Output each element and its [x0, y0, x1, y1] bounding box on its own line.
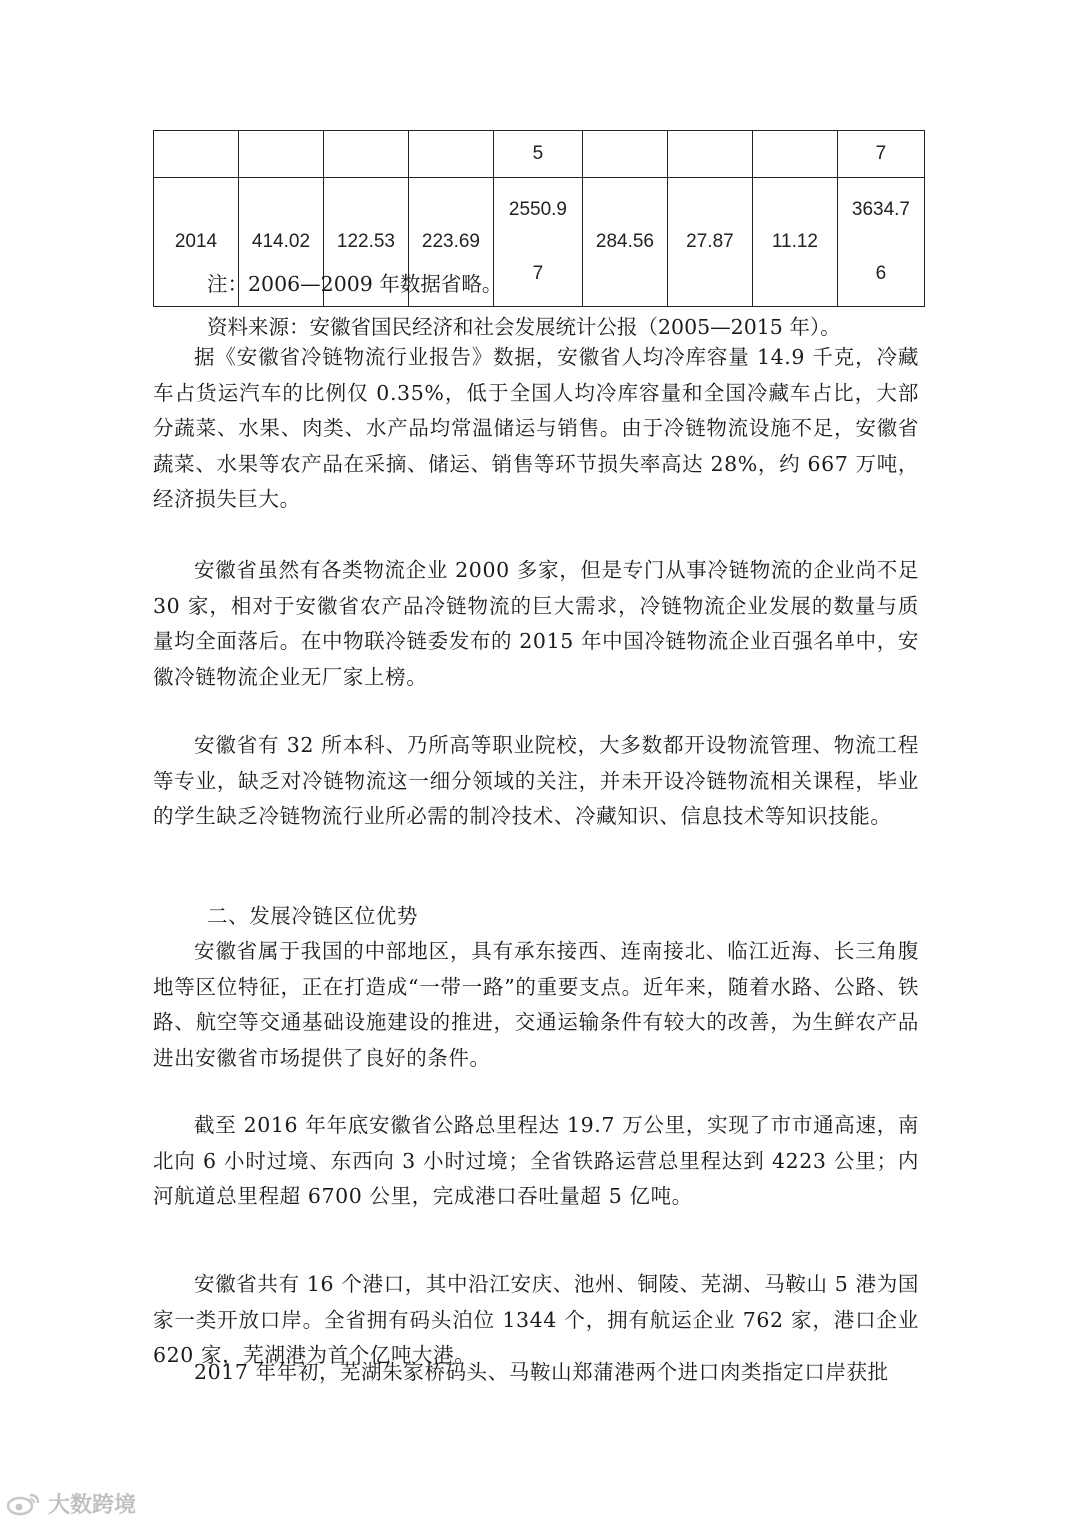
weibo-logo-icon: [6, 1491, 42, 1517]
paragraph: 安徽省虽然有各类物流企业 2000 多家，但是专门从事冷链物流的企业尚不足 30 家，相对于安徽省农产品冷链物流的巨大需求，冷链物流企业发展的数量与质量均全面落后。在中物联冷链委发布的 2015 年中国冷链物流企业百强名单中，安徽冷链物流企业无厂家上榜。: [153, 558, 919, 689]
table-cell: [323, 131, 408, 178]
table-cell: 414.02: [238, 178, 323, 307]
table-cell: 7: [837, 131, 924, 178]
table-cell: 27.87: [667, 178, 752, 307]
table-cell: [837, 178, 924, 307]
table-cell: 11.12: [752, 178, 837, 307]
table-cell: 122.53: [323, 178, 408, 307]
watermark-text: 大数跨境: [48, 1493, 137, 1518]
paragraph: 安徽省共有 16 个港口，其中沿江安庆、池州、铜陵、芜湖、马鞍山 5 港为国家一类开放口岸。全省拥有码头泊位 1344 个，拥有航运企业 762 家，港口企业 620 家，芜湖港为首个亿吨大港。: [153, 1272, 919, 1367]
paragraph: 安徽省属于我国的中部地区，具有承东接西、连南接北、临江近海、长三角腹地等区位特征，正在打造成“一带一路”的重要支点。近年来，随着水路、公路、铁路、航空等交通基础设施建设的推进，交通运输条件有较大的改善，为生鲜农产品进出安徽省市场提供了良好的条件。: [153, 939, 919, 1070]
table-cell: [582, 131, 667, 178]
section-heading: 二、发展冷链区位优势: [207, 904, 418, 928]
table-row: [154, 131, 925, 178]
paragraph: 安徽省有 32 所本科、乃所高等职业院校，大多数都开设物流管理、物流工程等专业，缺乏对冷链物流这一细分领域的关注，并未开设冷链物流相关课程，毕业的学生缺乏冷链物流行业所必需的制冷技术、冷藏知识、信息技术等知识技能。: [153, 733, 919, 828]
table-cell: [752, 131, 837, 178]
table-note: 注：2006—2009 年数据省略。: [207, 272, 503, 296]
table-cell: 223.69: [408, 178, 493, 307]
table-cell: [667, 131, 752, 178]
cell-text: 2550.9 7: [508, 199, 568, 284]
paragraph: 据《安徽省冷链物流行业报告》数据，安徽省人均冷库容量 14.9 千克，冷藏车占货运汽车的比例仅 0.35%，低于全国人均冷库容量和全国冷藏车占比，大部分蔬菜、水果、肉类、水产品均常温储运与销售。由于冷链物流设施不足，安徽省蔬菜、水果等农产品在采摘、储运、销售等环节损失率高达 28%，约 667 万吨，经济损失巨大。: [153, 345, 919, 511]
paragraph: 2017 年年初，芜湖朱家桥码头、马鞍山郑蒲港两个进口肉类指定口岸获批: [194, 1360, 889, 1384]
table-cell: [408, 131, 493, 178]
table-cell: [493, 178, 582, 307]
table-cell: [238, 131, 323, 178]
table-source: 资料来源：安徽省国民经济和社会发展统计公报（2005—2015 年）。: [207, 315, 841, 339]
table-cell: [154, 131, 239, 178]
table-cell: 5: [493, 131, 582, 178]
cell-text: 3634.7 6: [851, 199, 911, 284]
table-cell: 284.56: [582, 178, 667, 307]
table-cell-year: 2014: [154, 178, 239, 307]
paragraph: 截至 2016 年年底安徽省公路总里程达 19.7 万公里，实现了市市通高速，南北向 6 小时过境、东西向 3 小时过境；全省铁路运营总里程达到 4223 公里；内河航道总里程超 6700 公里，完成港口吞吐量超 5 亿吨。: [153, 1113, 919, 1208]
watermark: [6, 1488, 136, 1519]
